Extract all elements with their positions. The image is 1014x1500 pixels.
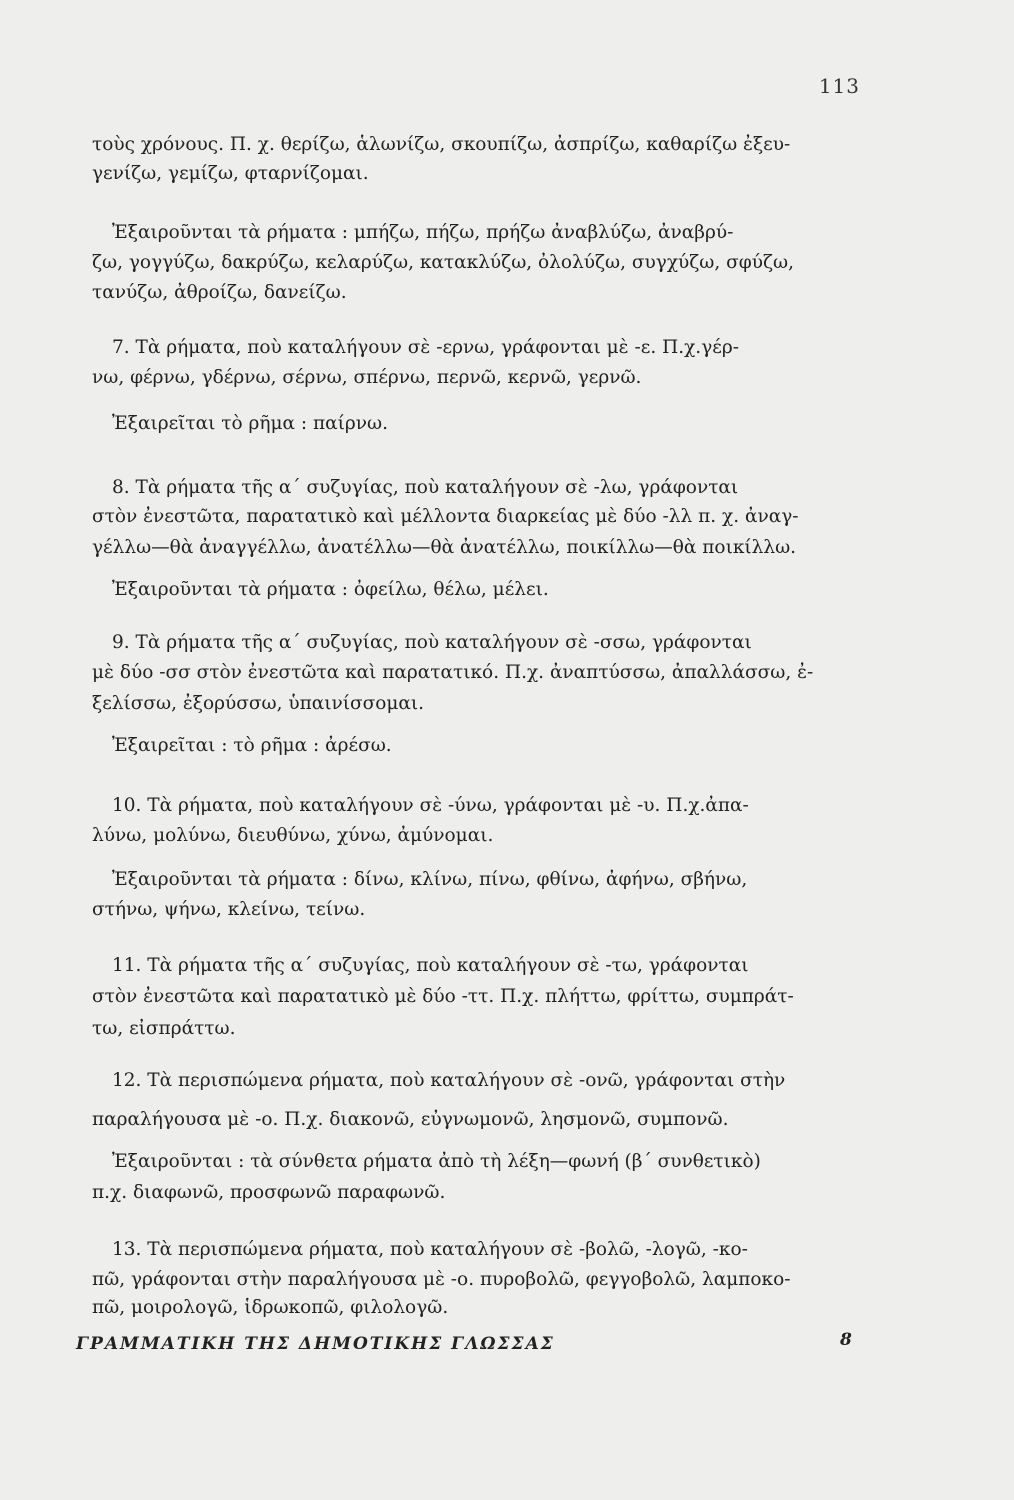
text-line: 12. Τὰ περισπώμενα ρήματα, ποὺ καταλήγουν σὲ -ονῶ, γράφονται στὴν	[112, 1070, 786, 1091]
text-line: ξελίσσω, ἐξορύσσω, ὑπαινίσσομαι.	[92, 693, 425, 714]
text-line: τανύζω, ἀθροίζω, δανείζω.	[92, 282, 347, 303]
text-line: γέλλω—θὰ ἀναγγέλλω, ἀνατέλλω—θὰ ἀνατέλλω, ποικίλλω—θὰ ποικίλλω.	[92, 537, 797, 558]
text-line: Ἐξαιρεῖται τὸ ρῆμα : παίρνω.	[112, 413, 389, 434]
footer-title: ΓΡΑΜΜΑΤΙΚΗ ΤΗΣ ΔΗΜΟΤΙΚΗΣ ΓΛΩΣΣΑΣ	[76, 1334, 555, 1354]
text-line: Ἐξαιροῦνται : τὰ σύνθετα ρήματα ἀπὸ τὴ λέξη—φωνή (β΄ συνθετικὸ)	[112, 1151, 761, 1172]
text-line: νω, φέρνω, γδέρνω, σέρνω, σπέρνω, περνῶ, κερνῶ, γερνῶ.	[92, 367, 642, 388]
text-line: Ἐξαιροῦνται τὰ ρήματα : ὀφείλω, θέλω, μέλει.	[112, 579, 549, 600]
text-line: στὸν ἐνεστῶτα καὶ παρατατικὸ μὲ δύο -ττ. Π.χ. πλήττω, φρίττω, συμπράτ-	[92, 986, 794, 1007]
text-line: 8. Τὰ ρήματα τῆς α΄ συζυγίας, ποὺ καταλήγουν σὲ -λω, γράφονται	[112, 477, 739, 498]
page-number: 113	[818, 74, 860, 98]
text-line: μὲ δύο -σσ στὸν ἐνεστῶτα καὶ παρατατικό. Π.χ. ἀναπτύσσω, ἀπαλλάσσω, ἐ-	[92, 662, 814, 683]
text-line: 7. Τὰ ρήματα, ποὺ καταλήγουν σὲ -ερνω, γράφονται μὲ -ε. Π.χ.γέρ-	[112, 337, 739, 358]
text-line: γενίζω, γεμίζω, φταρνίζομαι.	[92, 163, 369, 184]
text-line: Ἐξαιρεῖται : τὸ ρῆμα : ἀρέσω.	[112, 735, 392, 756]
text-line: Ἐξαιροῦνται τὰ ρήματα : δίνω, κλίνω, πίνω, φθίνω, ἀφήνω, σβήνω,	[112, 869, 748, 890]
text-line: πῶ, γράφονται στὴν παραλήγουσα μὲ -ο. πυροβολῶ, φεγγοβολῶ, λαμποκο-	[92, 1269, 791, 1290]
text-line: λύνω, μολύνω, διευθύνω, χύνω, ἀμύνομαι.	[92, 825, 494, 846]
text-line: παραλήγουσα μὲ -ο. Π.χ. διακονῶ, εὐγνωμονῶ, λησμονῶ, συμπονῶ.	[92, 1109, 729, 1130]
text-line: τω, εἰσπράττω.	[92, 1018, 236, 1039]
text-line: ζω, γογγύζω, δακρύζω, κελαρύζω, κατακλύζω, ὀλολύζω, συγχύζω, σφύζω,	[92, 252, 794, 273]
text-line: τοὺς χρόνους. Π. χ. θερίζω, ἁλωνίζω, σκουπίζω, ἀσπρίζω, καθαρίζω ἐξευ-	[92, 134, 791, 155]
text-line: στήνω, ψήνω, κλείνω, τείνω.	[92, 899, 366, 920]
text-line: Ἐξαιροῦνται τὰ ρήματα : μπήζω, πήζω, πρήζω ἀναβλύζω, ἀναβρύ-	[112, 222, 734, 243]
text-line: στὸν ἐνεστῶτα, παρατατικὸ καὶ μέλλοντα διαρκείας μὲ δύο -λλ π. χ. ἀναγ-	[92, 506, 799, 527]
signature-mark: 8	[840, 1330, 852, 1350]
text-line: 10. Τὰ ρήματα, ποὺ καταλήγουν σὲ -ύνω, γράφονται μὲ -υ. Π.χ.ἀπα-	[112, 795, 749, 816]
text-line: 9. Τὰ ρήματα τῆς α΄ συζυγίας, ποὺ καταλήγουν σὲ -σσω, γράφονται	[112, 632, 752, 653]
text-line: 13. Τὰ περισπώμενα ρήματα, ποὺ καταλήγουν σὲ -βολῶ, -λογῶ, -κο-	[112, 1239, 748, 1260]
text-line: πῶ, μοιρολογῶ, ἱδρωκοπῶ, φιλολογῶ.	[92, 1297, 449, 1318]
text-line: π.χ. διαφωνῶ, προσφωνῶ παραφωνῶ.	[92, 1182, 446, 1203]
text-line: 11. Τὰ ρήματα τῆς α΄ συζυγίας, ποὺ καταλήγουν σὲ -τω, γράφονται	[112, 955, 749, 976]
